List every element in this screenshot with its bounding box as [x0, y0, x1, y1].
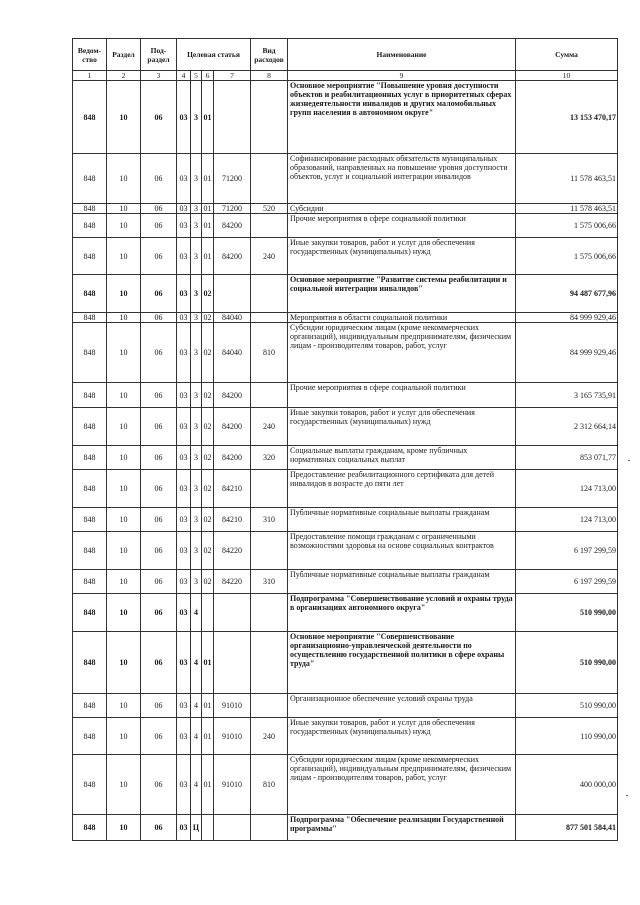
header-vid: Вид расходов [251, 39, 288, 71]
cell-razdel: 10 [107, 694, 141, 718]
cell-expense-type [251, 694, 288, 718]
cell-target-event: 02 [202, 470, 214, 508]
cell-razdel: 10 [107, 154, 141, 204]
cell-target-program: 03 [177, 81, 191, 154]
column-number-row [73, 71, 618, 81]
cell-target-program: 03 [177, 313, 191, 323]
cell-target-program: 03 [177, 532, 191, 570]
cell-razdel: 10 [107, 755, 141, 815]
cell-target-subprogram: 3 [191, 238, 202, 275]
cell-razdel: 10 [107, 632, 141, 694]
cell-sum: 124 713,00 [516, 508, 618, 532]
cell-ved: 848 [73, 815, 107, 841]
table-row [73, 383, 618, 408]
cell-ved: 848 [73, 214, 107, 238]
cell-ved: 848 [73, 632, 107, 694]
cell-target-event: 01 [202, 755, 214, 815]
cell-target-event: 01 [202, 81, 214, 154]
table-row [73, 694, 618, 718]
cell-expense-type [251, 214, 288, 238]
column-number: 10 [516, 71, 618, 81]
cell-target-direction: 84210 [214, 508, 251, 532]
cell-target-program: 03 [177, 408, 191, 446]
cell-expense-type [251, 470, 288, 508]
cell-ved: 848 [73, 408, 107, 446]
cell-target-subprogram: 4 [191, 594, 202, 632]
cell-target-direction: 84200 [214, 408, 251, 446]
cell-name: Предоставление реабилитационного сертификата для детей инвалидов в возрасте до пяти лет [288, 470, 516, 508]
cell-name: Публичные нормативные социальные выплаты гражданам [288, 570, 516, 594]
cell-target-subprogram: 3 [191, 408, 202, 446]
cell-sum: 400 000,00 [516, 755, 618, 815]
cell-name: Предоставление помощи гражданам с ограниченными возможностями здоровья на основе социальных контрактов [288, 532, 516, 570]
cell-podrazdel: 06 [141, 755, 177, 815]
cell-target-subprogram: 4 [191, 718, 202, 755]
cell-ved: 848 [73, 532, 107, 570]
table-row [73, 470, 618, 508]
budget-table [72, 38, 618, 841]
cell-target-direction: 71200 [214, 204, 251, 214]
header-celevaya: Целевая статья [177, 39, 251, 71]
cell-razdel: 10 [107, 81, 141, 154]
cell-target-subprogram: 3 [191, 508, 202, 532]
column-number: 8 [251, 71, 288, 81]
cell-target-program: 03 [177, 694, 191, 718]
cell-target-event: 02 [202, 508, 214, 532]
cell-target-event: 01 [202, 632, 214, 694]
column-number: 4 [177, 71, 191, 81]
cell-name: Софинансирование расходных обязательств муниципальных образований, направленных на повышение уровня доступности объектов, услуг и социальной интеграции инвалидов [288, 154, 516, 204]
cell-ved: 848 [73, 508, 107, 532]
cell-razdel: 10 [107, 313, 141, 323]
cell-sum: 124 713,00 [516, 470, 618, 508]
cell-expense-type: 810 [251, 323, 288, 383]
cell-podrazdel: 06 [141, 694, 177, 718]
cell-expense-type: 810 [251, 755, 288, 815]
cell-name: Субсидии юридическим лицам (кроме некоммерческих организаций), индивидуальным предпринимателям, физическим лицам - производителям товаров, работ, услуг [288, 755, 516, 815]
cell-target-program: 03 [177, 323, 191, 383]
cell-target-event: 02 [202, 323, 214, 383]
cell-name: Подпрограмма "Совершенствование условий и охраны труда в организациях автономного округа" [288, 594, 516, 632]
cell-podrazdel: 06 [141, 323, 177, 383]
cell-podrazdel: 06 [141, 470, 177, 508]
cell-name: Иные закупки товаров, работ и услуг для обеспечения государственных (муниципальных) нужд [288, 408, 516, 446]
cell-target-subprogram: 3 [191, 446, 202, 470]
cell-target-direction: 84200 [214, 214, 251, 238]
cell-target-direction: 84220 [214, 570, 251, 594]
cell-target-subprogram: 3 [191, 275, 202, 313]
cell-target-subprogram: 3 [191, 383, 202, 408]
cell-target-direction: 91010 [214, 694, 251, 718]
header-ved: Ведом-ство [73, 39, 107, 71]
header-naimenovanie: Наименование [288, 39, 516, 71]
cell-expense-type: 310 [251, 508, 288, 532]
cell-ved: 848 [73, 275, 107, 313]
cell-ved: 848 [73, 204, 107, 214]
cell-sum: 1 575 006,66 [516, 214, 618, 238]
cell-sum: 1 575 006,66 [516, 238, 618, 275]
cell-target-event: 02 [202, 570, 214, 594]
cell-ved: 848 [73, 323, 107, 383]
table-row [73, 815, 618, 841]
table-body [73, 81, 618, 841]
cell-podrazdel: 06 [141, 594, 177, 632]
cell-target-event: 02 [202, 408, 214, 446]
cell-ved: 848 [73, 383, 107, 408]
cell-ved: 848 [73, 313, 107, 323]
table-header-row [73, 39, 618, 71]
cell-target-event: 01 [202, 694, 214, 718]
cell-podrazdel: 06 [141, 408, 177, 446]
cell-name: Подпрограмма "Обеспечение реализации Государственной программы" [288, 815, 516, 841]
table-row [73, 755, 618, 815]
cell-ved: 848 [73, 694, 107, 718]
cell-name: Основное мероприятие "Совершенствование организационно-управленческой деятельности по осуществлению государственной политики в сфере охраны труда" [288, 632, 516, 694]
cell-target-subprogram: 3 [191, 81, 202, 154]
cell-sum: 510 990,00 [516, 694, 618, 718]
cell-razdel: 10 [107, 718, 141, 755]
cell-target-program: 03 [177, 718, 191, 755]
cell-name: Мероприятия в области социальной политики [288, 313, 516, 323]
cell-target-subprogram: 3 [191, 214, 202, 238]
cell-target-direction: 71200 [214, 154, 251, 204]
cell-target-event: 02 [202, 532, 214, 570]
cell-sum: 84 999 929,46 [516, 323, 618, 383]
cell-sum: 510 990,00 [516, 632, 618, 694]
cell-target-direction: 84210 [214, 470, 251, 508]
cell-expense-type [251, 275, 288, 313]
cell-name: Прочие мероприятия в сфере социальной политики [288, 214, 516, 238]
cell-podrazdel: 06 [141, 313, 177, 323]
cell-target-direction: 84220 [214, 532, 251, 570]
table-row [73, 275, 618, 313]
cell-target-subprogram: 3 [191, 204, 202, 214]
cell-target-event [202, 815, 214, 841]
cell-podrazdel: 06 [141, 570, 177, 594]
cell-target-event: 01 [203, 204, 212, 213]
header-summa: Сумма [516, 39, 618, 71]
cell-target-direction: 84200 [214, 238, 251, 275]
cell-ved: 848 [73, 446, 107, 470]
cell-razdel: 10 [107, 408, 141, 446]
cell-podrazdel: 06 [141, 532, 177, 570]
cell-sum: 853 071,77 [516, 446, 618, 470]
cell-razdel: 10 [107, 446, 141, 470]
cell-name: Субсидии [288, 204, 516, 214]
cell-target-event: 02 [202, 446, 214, 470]
column-number: 6 [202, 71, 214, 81]
cell-sum: 11 578 463,51 [516, 204, 618, 214]
cell-podrazdel: 06 [141, 508, 177, 532]
cell-target-direction: 84200 [214, 383, 251, 408]
column-number: 2 [107, 71, 141, 81]
cell-target-subprogram: 4 [191, 755, 202, 815]
edge-mark [626, 795, 628, 796]
table-row [73, 204, 618, 214]
cell-target-direction: 91010 [214, 718, 251, 755]
column-number: 9 [288, 71, 516, 81]
cell-target-direction [214, 632, 251, 694]
column-number: 7 [214, 71, 251, 81]
cell-ved: 848 [73, 154, 107, 204]
table-row [73, 632, 618, 694]
cell-target-event: 01 [202, 214, 214, 238]
cell-target-subprogram: 3 [191, 570, 202, 594]
cell-name: Организационное обеспечение условий охраны труда [288, 694, 516, 718]
cell-expense-type: 520 [251, 204, 288, 214]
cell-name: Социальные выплаты гражданам, кроме публичных нормативных социальных выплат [288, 446, 516, 470]
cell-sum: 6 197 299,59 [516, 532, 618, 570]
table-row [73, 154, 618, 204]
cell-sum: 13 153 470,17 [516, 81, 618, 154]
cell-target-event: 02 [202, 383, 214, 408]
cell-razdel: 10 [107, 532, 141, 570]
cell-target-program: 03 [177, 214, 191, 238]
cell-target-direction [214, 594, 251, 632]
column-number: 5 [191, 71, 202, 81]
cell-target-event [202, 594, 214, 632]
cell-target-program: 03 [177, 446, 191, 470]
cell-expense-type: 240 [251, 238, 288, 275]
cell-expense-type [251, 815, 288, 841]
cell-razdel: 10 [107, 204, 141, 214]
header-razdel: Раздел [107, 39, 141, 71]
cell-target-subprogram: Ц [191, 815, 202, 841]
cell-sum: 94 487 677,96 [516, 275, 618, 313]
cell-target-program: 03 [177, 508, 191, 532]
cell-name: Иные закупки товаров, работ и услуг для обеспечения государственных (муниципальных) нужд [288, 718, 516, 755]
cell-target-event: 02 [202, 275, 214, 313]
cell-podrazdel: 06 [141, 81, 177, 154]
cell-podrazdel: 06 [141, 204, 177, 214]
cell-expense-type [251, 313, 288, 323]
table-row [73, 508, 618, 532]
cell-target-event: 01 [202, 154, 214, 204]
cell-target-subprogram: 4 [191, 632, 202, 694]
cell-sum: 110 990,00 [516, 718, 618, 755]
cell-expense-type [251, 383, 288, 408]
cell-target-program: 03 [177, 275, 191, 313]
cell-expense-type [251, 81, 288, 154]
table-row [73, 446, 618, 470]
cell-target-subprogram: 3 [191, 313, 202, 323]
cell-target-subprogram: 3 [191, 323, 202, 383]
cell-razdel: 10 [107, 594, 141, 632]
cell-razdel: 10 [107, 470, 141, 508]
cell-podrazdel: 06 [141, 718, 177, 755]
cell-podrazdel: 06 [141, 238, 177, 275]
cell-podrazdel: 06 [141, 275, 177, 313]
cell-target-direction: 84040 [214, 323, 251, 383]
cell-target-direction [214, 275, 251, 313]
table-row [73, 594, 618, 632]
cell-expense-type: 320 [251, 446, 288, 470]
cell-target-subprogram: 4 [191, 694, 202, 718]
table-row [73, 313, 618, 323]
cell-target-program: 03 [177, 238, 191, 275]
table-row [73, 408, 618, 446]
cell-target-direction [214, 815, 251, 841]
cell-sum: 877 501 584,41 [516, 815, 618, 841]
cell-podrazdel: 06 [141, 214, 177, 238]
cell-target-event: 01 [202, 238, 214, 275]
cell-expense-type [251, 154, 288, 204]
table-row [73, 532, 618, 570]
cell-target-program: 03 [177, 632, 191, 694]
cell-target-program: 03 [177, 594, 191, 632]
cell-name: Субсидии юридическим лицам (кроме некоммерческих организаций), индивидуальным предпринимателям, физическим лицам - производителям товаров, работ, услуг [288, 323, 516, 383]
cell-target-event: 01 [202, 718, 214, 755]
cell-sum: 6 197 299,59 [516, 570, 618, 594]
cell-podrazdel: 06 [141, 632, 177, 694]
cell-name: Основное мероприятие "Развитие системы реабилитации и социальной интеграции инвалидов" [288, 275, 516, 313]
cell-expense-type [251, 594, 288, 632]
table-row [73, 323, 618, 383]
cell-razdel: 10 [107, 815, 141, 841]
cell-target-direction: 84200 [214, 446, 251, 470]
cell-target-direction [214, 81, 251, 154]
table-row [73, 214, 618, 238]
cell-target-program: 03 [177, 204, 191, 214]
cell-name: Основное мероприятие "Повышение уровня доступности объектов и реабилитационных услуг в приоритетных сферах жизнедеятельности инвалидов и других маломобильных групп населения в автономном округе" [288, 81, 516, 154]
cell-expense-type: 240 [251, 408, 288, 446]
cell-razdel: 10 [107, 508, 141, 532]
cell-ved: 848 [73, 718, 107, 755]
cell-name: Публичные нормативные социальные выплаты гражданам [288, 508, 516, 532]
cell-ved: 848 [73, 755, 107, 815]
cell-target-program: 03 [177, 470, 191, 508]
cell-target-subprogram: 3 [191, 470, 202, 508]
cell-sum: 510 990,00 [516, 594, 618, 632]
table-row [73, 238, 618, 275]
column-number: 1 [73, 71, 107, 81]
column-number: 3 [141, 71, 177, 81]
cell-razdel: 10 [107, 214, 141, 238]
cell-podrazdel: 06 [141, 446, 177, 470]
cell-expense-type [251, 532, 288, 570]
cell-ved: 848 [73, 470, 107, 508]
cell-ved: 848 [73, 81, 107, 154]
table-row [73, 718, 618, 755]
cell-sum: 2 312 664,14 [516, 408, 618, 446]
cell-target-program: 03 [177, 815, 191, 841]
cell-name: Прочие мероприятия в сфере социальной политики [288, 383, 516, 408]
cell-target-program: 03 [177, 570, 191, 594]
cell-target-event: 02 [203, 313, 212, 322]
cell-razdel: 10 [107, 275, 141, 313]
cell-target-subprogram: 3 [191, 154, 202, 204]
cell-target-subprogram: 3 [191, 532, 202, 570]
cell-sum: 3 165 735,91 [516, 383, 618, 408]
cell-razdel: 10 [107, 383, 141, 408]
budget-table-sheet [72, 38, 618, 841]
cell-expense-type [251, 632, 288, 694]
cell-sum: 84 999 929,46 [516, 313, 618, 323]
cell-razdel: 10 [107, 238, 141, 275]
cell-ved: 848 [73, 238, 107, 275]
cell-razdel: 10 [107, 570, 141, 594]
cell-razdel: 10 [107, 323, 141, 383]
edge-mark [628, 460, 630, 461]
cell-podrazdel: 06 [141, 815, 177, 841]
cell-target-direction: 84040 [214, 313, 251, 323]
cell-name: Иные закупки товаров, работ и услуг для обеспечения государственных (муниципальных) нужд [288, 238, 516, 275]
cell-target-program: 03 [177, 383, 191, 408]
cell-target-program: 03 [177, 755, 191, 815]
cell-ved: 848 [73, 570, 107, 594]
table-row [73, 81, 618, 154]
cell-podrazdel: 06 [141, 154, 177, 204]
table-row [73, 570, 618, 594]
header-podrazdel: Под-раздел [141, 39, 177, 71]
cell-podrazdel: 06 [141, 383, 177, 408]
cell-ved: 848 [73, 594, 107, 632]
cell-target-direction: 91010 [214, 755, 251, 815]
cell-target-program: 03 [177, 154, 191, 204]
cell-expense-type: 240 [251, 718, 288, 755]
cell-sum: 11 578 463,51 [516, 154, 618, 204]
cell-expense-type: 310 [251, 570, 288, 594]
